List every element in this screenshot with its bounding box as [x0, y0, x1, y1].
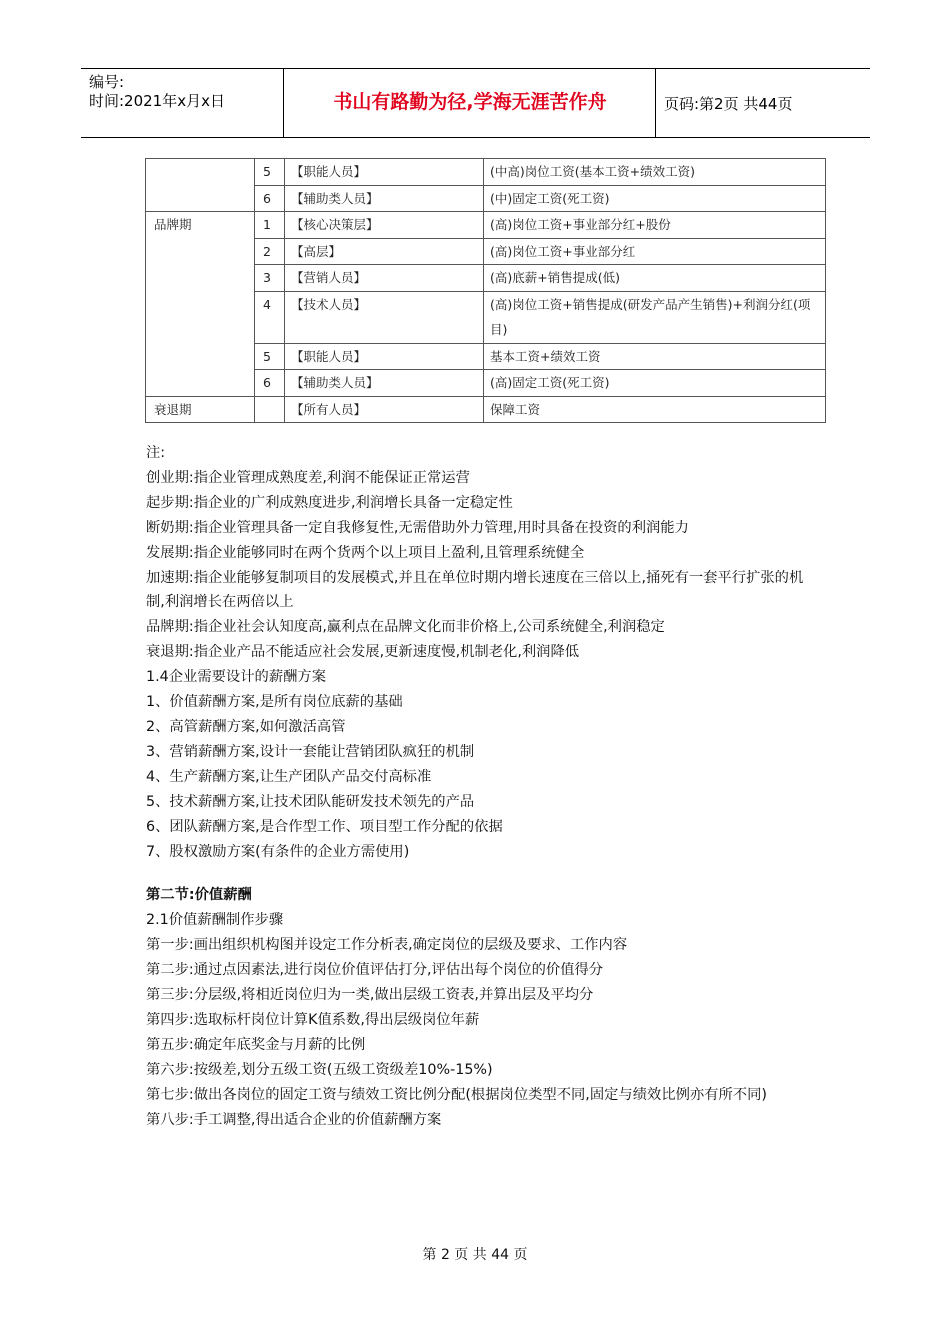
role-cell: 【高层】 [285, 238, 484, 265]
pay-cell: 基本工资+绩效工资 [484, 343, 826, 370]
plan-item: 7、股权激励方案(有条件的企业方需使用) [146, 843, 410, 860]
pay-cell: (高)岗位工资+事业部分红+股份 [484, 212, 826, 239]
role-cell: 【职能人员】 [285, 159, 484, 186]
plans-title: 1.4企业需要设计的薪酬方案 [146, 669, 327, 686]
table-row [146, 396, 826, 423]
row-number [255, 396, 285, 423]
section-subtitle: 2.1价值薪酬制作步骤 [146, 912, 284, 929]
table-row [146, 212, 826, 239]
header-page-info: 页码:第2页 共44页 [664, 95, 793, 113]
plan-item: 2、高管薪酬方案,如何激活高管 [146, 718, 346, 735]
phase-cell: 品牌期 [146, 212, 255, 397]
pay-cell: (高)底薪+销售提成(低) [484, 265, 826, 292]
code-label: 编号: [89, 73, 125, 91]
step-item: 第八步:手工调整,得出适合企业的价值薪酬方案 [146, 1111, 442, 1128]
phase-cell [146, 159, 255, 212]
table-row [146, 159, 826, 186]
page-header [81, 68, 870, 138]
note-line: 起步期:指企业的广利成熟度进步,利润增长具备一定稳定性 [146, 494, 513, 511]
salary-structure-table [145, 158, 826, 423]
section-heading: 第二节:价值薪酬 [146, 887, 252, 904]
step-item: 第三步:分层级,将相近岗位归为一类,做出层级工资表,并算出层及平均分 [146, 987, 594, 1004]
role-cell: 【辅助类人员】 [285, 370, 484, 397]
header-motto: 书山有路勤为径,学海无涯苦作舟 [333, 91, 607, 113]
phase-cell: 衰退期 [146, 396, 255, 423]
row-number: 5 [255, 159, 285, 186]
plan-item: 3、营销薪酬方案,设计一套能让营销团队疯狂的机制 [146, 743, 475, 760]
row-number: 1 [255, 212, 285, 239]
plan-item: 1、价值薪酬方案,是所有岗位底薪的基础 [146, 694, 403, 711]
note-line: 品牌期:指企业社会认知度高,赢利点在品牌文化而非价格上,公司系统健全,利润稳定 [146, 619, 665, 636]
role-cell: 【辅助类人员】 [285, 185, 484, 212]
row-number: 4 [255, 291, 285, 343]
pay-cell: (高)岗位工资+事业部分红 [484, 238, 826, 265]
note-line: 断奶期:指企业管理具备一定自我修复性,无需借助外力管理,用时具备在投资的利润能力 [146, 519, 689, 536]
note-line: 创业期:指企业管理成熟度差,利润不能保证正常运营 [146, 469, 470, 486]
step-item: 第二步:通过点因素法,进行岗位价值评估打分,评估出每个岗位的价值得分 [146, 962, 604, 979]
plan-item: 4、生产薪酬方案,让生产团队产品交付高标准 [146, 768, 432, 785]
header-meta [89, 73, 225, 111]
pay-cell: (中高)岗位工资(基本工资+绩效工资) [484, 159, 826, 186]
step-item: 第六步:按级差,划分五级工资(五级工资级差10%-15%) [146, 1061, 493, 1078]
step-item: 第一步:画出组织机构图并设定工作分析表,确定岗位的层级及要求、工作内容 [146, 937, 628, 954]
notes-title: 注: [146, 445, 166, 461]
note-line: 发展期:指企业能够同时在两个货两个以上项目上盈利,且管理系统健全 [146, 544, 585, 561]
row-number: 2 [255, 238, 285, 265]
role-cell: 【技术人员】 [285, 291, 484, 343]
role-cell: 【职能人员】 [285, 343, 484, 370]
pay-cell: (高)岗位工资+销售提成(研发产品产生销售)+利润分红(项目) [484, 291, 826, 343]
time-label: 时间:2021年x月x日 [89, 92, 225, 110]
step-item: 第五步:确定年底奖金与月薪的比例 [146, 1036, 366, 1053]
note-line: 加速期:指企业能够复制项目的发展模式,并且在单位时期内增长速度在三倍以上,捅死有一套平行扩张的机制,利润增长在两倍以上 [146, 569, 804, 611]
pay-cell: (中)固定工资(死工资) [484, 185, 826, 212]
page-footer: 第 2 页 共 44 页 [422, 1247, 528, 1263]
step-item: 第七步:做出各岗位的固定工资与绩效工资比例分配(根据岗位类型不同,固定与绩效比例亦有所不同) [146, 1086, 767, 1103]
role-cell: 【营销人员】 [285, 265, 484, 292]
note-line: 衰退期:指企业产品不能适应社会发展,更新速度慢,机制老化,利润降低 [146, 644, 580, 661]
step-item: 第四步:选取标杆岗位计算K值系数,得出层级岗位年薪 [146, 1011, 480, 1028]
section-spacer [146, 864, 806, 883]
role-cell: 【所有人员】 [285, 396, 484, 423]
pay-cell: 保障工资 [484, 396, 826, 423]
row-number: 6 [255, 370, 285, 397]
row-number: 6 [255, 185, 285, 212]
document-body [146, 441, 806, 1132]
plan-item: 6、团队薪酬方案,是合作型工作、项目型工作分配的依据 [146, 818, 503, 835]
role-cell: 【核心决策层】 [285, 212, 484, 239]
plan-item: 5、技术薪酬方案,让技术团队能研发技术领先的产品 [146, 793, 475, 810]
row-number: 3 [255, 265, 285, 292]
row-number: 5 [255, 343, 285, 370]
pay-cell: (高)固定工资(死工资) [484, 370, 826, 397]
